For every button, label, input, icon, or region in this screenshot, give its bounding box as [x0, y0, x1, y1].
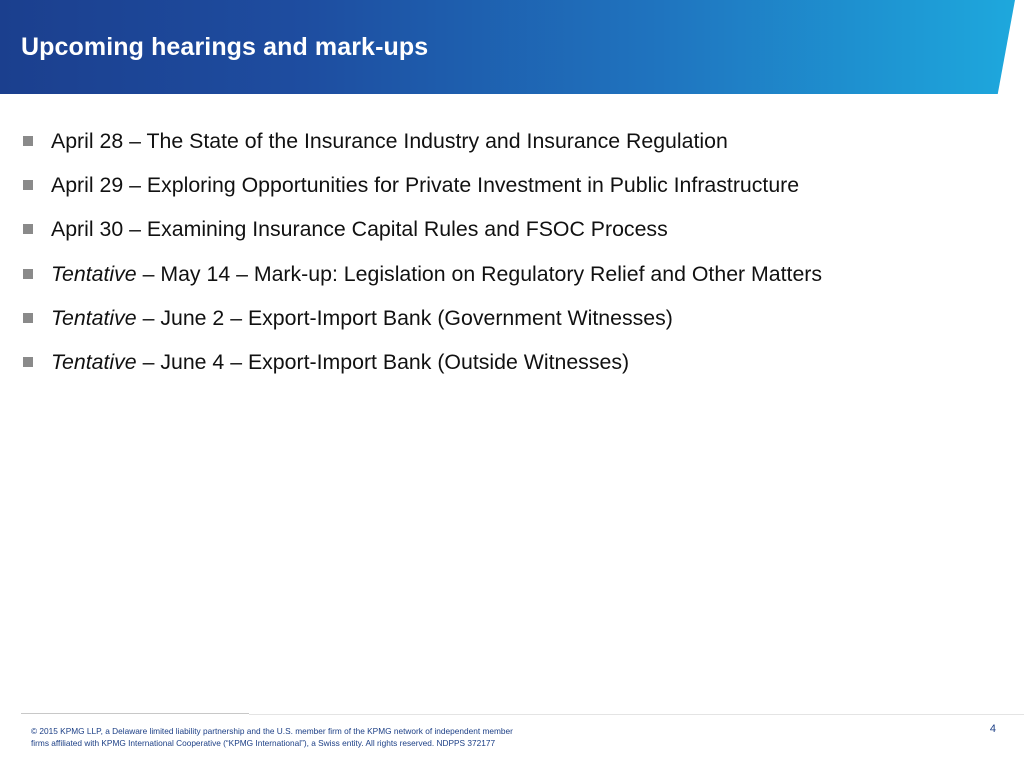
page-number: 4: [989, 723, 996, 735]
square-bullet-icon: [23, 224, 33, 234]
list-item: [0, 122, 1000, 166]
copyright-notice: [31, 726, 591, 749]
footer-divider-light: [249, 714, 1024, 715]
list-item: [0, 299, 1000, 343]
list-item-text: [51, 173, 799, 197]
tentative-label: Tentative: [51, 349, 137, 374]
hearing-description: – May 14 – Mark-up: Legislation on Regulatory Relief and Other Matters: [136, 261, 823, 286]
square-bullet-icon: [23, 136, 33, 146]
list-item-text: [51, 129, 728, 153]
list-item: [0, 255, 1000, 299]
page-title: Upcoming hearings and mark-ups: [21, 33, 429, 61]
footer-divider: [21, 713, 249, 714]
list-item-text: [51, 217, 668, 241]
hearing-description: – June 4 – Export-Import Bank (Outside Witnesses): [136, 349, 630, 374]
hearing-description: April 29 – Exploring Opportunities for Private Investment in Public Infrastructure: [51, 173, 800, 198]
list-item-text: [51, 262, 822, 286]
square-bullet-icon: [23, 313, 33, 323]
hearing-description: April 30 – Examining Insurance Capital Rules and FSOC Process: [51, 217, 668, 242]
hearing-list: [0, 122, 1000, 387]
hearing-description: – June 2 – Export-Import Bank (Government Witnesses): [136, 305, 673, 330]
copyright-line-2: firms affiliated with KPMG International Cooperative (“KPMG International”), a Swiss entity. All rights reserved. NDPPS 372177: [31, 737, 496, 748]
list-item-text: [51, 306, 673, 330]
tentative-label: Tentative: [51, 305, 137, 330]
square-bullet-icon: [23, 357, 33, 367]
list-item: [0, 210, 1000, 254]
square-bullet-icon: [23, 180, 33, 190]
tentative-label: Tentative: [51, 261, 137, 286]
square-bullet-icon: [23, 269, 33, 279]
hearing-description: April 28 – The State of the Insurance Industry and Insurance Regulation: [51, 129, 728, 153]
list-item-text: [51, 350, 629, 374]
list-item: [0, 166, 1000, 210]
copyright-line-1: © 2015 KPMG LLP, a Delaware limited liability partnership and the U.S. member firm of the KPMG network of independent member: [31, 726, 513, 736]
list-item: [0, 343, 1000, 387]
